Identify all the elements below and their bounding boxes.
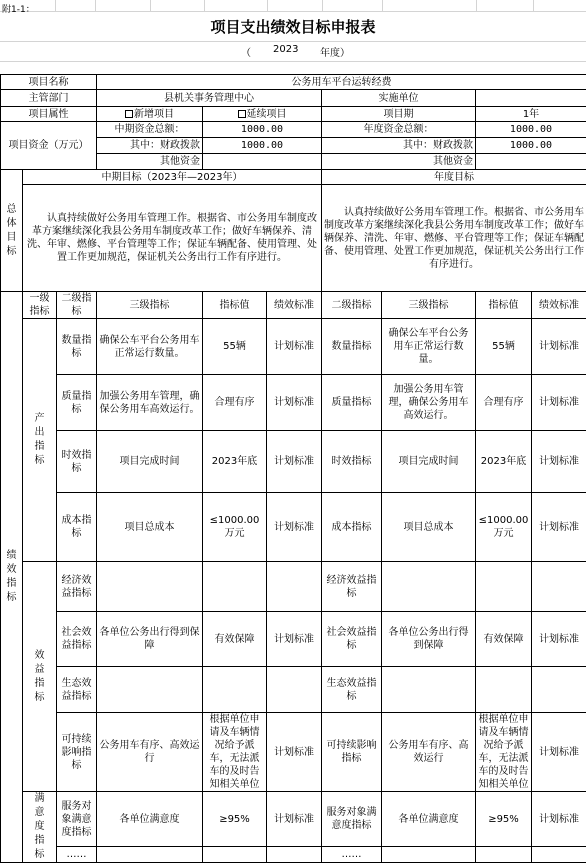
project-name-value: 公务用车平台运转经费: [97, 75, 586, 90]
indicator-value-year: [476, 667, 532, 713]
year-row: [0, 41, 586, 61]
row-goal-headers: [1, 170, 586, 185]
table-row: [1, 792, 586, 847]
table-row: [1, 847, 586, 863]
indicator-value-year: ≤1000.00万元: [476, 493, 532, 562]
indicator-standard: [267, 667, 322, 713]
header-standard: 绩效标准: [267, 292, 322, 319]
indicator-standard-year: 计划标准: [532, 612, 586, 667]
indicator-l2: 质量指标: [57, 375, 97, 431]
project-name-label: 项目名称: [1, 75, 97, 90]
period-label: 项目期: [322, 107, 476, 122]
row-project-name: [1, 75, 586, 90]
indicator-value-year: [476, 847, 532, 863]
indicator-value: 合理有序: [203, 375, 267, 431]
indicator-standard: 计划标准: [267, 375, 322, 431]
row-mid-total: [1, 122, 586, 138]
funds-label: 项目资金（万元）: [1, 122, 97, 170]
indicator-l3-year: [382, 667, 476, 713]
page-title: 项目支出绩效目标申报表: [210, 18, 376, 36]
indicator-l3-year: 加强公务用车管理，确保公务用车高效运行。: [382, 375, 476, 431]
header-level3-year: 三级指标: [382, 292, 476, 319]
indicator-standard-year: 计划标准: [532, 493, 586, 562]
attr-new-option[interactable]: [97, 107, 203, 122]
indicator-value-year: 合理有序: [476, 375, 532, 431]
indicator-value: [203, 847, 267, 863]
indicator-standard: [267, 847, 322, 863]
indicator-standard: 计划标准: [267, 792, 322, 847]
header-value-year: 指标值: [476, 292, 532, 319]
indicator-l3: 公务用车有序、高效运行: [97, 713, 203, 792]
table-row: [1, 493, 586, 562]
indicator-l2-year: 社会效益指标: [322, 612, 382, 667]
year-fiscal-label: 其中：财政拨款: [322, 138, 476, 154]
mid-fiscal-value: 1000.00: [203, 138, 322, 154]
row-department: [1, 90, 586, 107]
table-row: [1, 667, 586, 713]
indicator-l2: 生态效益指标: [57, 667, 97, 713]
mid-goal-text: 认真持续做好公务用车管理工作。根据省、市公务用车制度改革方案继续深化我县公务用车制度改革工作；做好车辆保养、清洗、年审、燃修、平台管理等工作；保证车辆配备、使用管理、处置工作更加规范，保证机关公务出行工作有序进行。: [23, 185, 322, 292]
indicator-l3: [97, 562, 203, 612]
indicator-standard: 计划标准: [267, 713, 322, 792]
indicator-standard: [267, 562, 322, 612]
goals-section-label: 总体目标: [1, 170, 23, 292]
indicator-value: [203, 667, 267, 713]
indicator-l2-year: 时效指标: [322, 431, 382, 493]
indicator-l3: 确保公车平台公务用车正常运行数量。: [97, 319, 203, 375]
checkbox-continue-icon[interactable]: [238, 110, 246, 118]
header-level1: 一级指标: [23, 292, 57, 319]
indicator-l3: 各单位满意度: [97, 792, 203, 847]
header-value: 指标值: [203, 292, 267, 319]
indicator-l3: [97, 847, 203, 863]
indicator-standard-year: 计划标准: [532, 375, 586, 431]
indicator-l3: 加强公务用车管理，确保公务用车高效运行。: [97, 375, 203, 431]
indicator-l3-year: 确保公车平台公务用车正常运行数量。: [382, 319, 476, 375]
dept-label: 主管部门: [1, 90, 97, 107]
indicator-l2-year: 数量指标: [322, 319, 382, 375]
year-total-label: 年度资金总额：: [322, 122, 476, 138]
indicator-l2: 时效指标: [57, 431, 97, 493]
indicator-l3-year: 公务用车有序、高效运行: [382, 713, 476, 792]
year-goal-text: 认真持续做好公务用车管理工作。根据省、市公务用车制度改革方案继续深化我县公务用车制度改革工作；做好车辆保养、清洗、年审、燃修、平台管理等工作；保证车辆配备、使用管理、处置工作更加规范，保证机关公务出行工作有序进行。: [322, 185, 586, 292]
performance-goal-table: [0, 74, 586, 863]
table-row: [1, 562, 586, 612]
indicator-l2-year: 生态效益指标: [322, 667, 382, 713]
indicator-standard: 计划标准: [267, 319, 322, 375]
indicator-standard-year: [532, 667, 586, 713]
indicator-value: ≥95%: [203, 792, 267, 847]
indicator-l2: ……: [57, 847, 97, 863]
table-row: [1, 319, 586, 375]
mid-total-label: 中期资金总额：: [97, 122, 203, 138]
indicator-l3-year: [382, 562, 476, 612]
indicator-l2: 社会效益指标: [57, 612, 97, 667]
indicator-value-year: 有效保障: [476, 612, 532, 667]
checkbox-new-icon[interactable]: [125, 110, 133, 118]
indicator-value: 2023年底: [203, 431, 267, 493]
output-indicators-label: 产出指标: [23, 319, 57, 562]
indicator-value: 55辆: [203, 319, 267, 375]
indicator-l2: 数量指标: [57, 319, 97, 375]
mid-goal-label: 中期目标（2023年—2023年）: [23, 170, 322, 185]
attr-new-label: 新增项目: [134, 108, 174, 120]
year-goal-label: 年度目标: [322, 170, 586, 185]
indicator-value-year: 2023年底: [476, 431, 532, 493]
year-fiscal-value: 1000.00: [476, 138, 586, 154]
table-row: [1, 612, 586, 667]
row-attribute: [1, 107, 586, 122]
indicator-standard: 计划标准: [267, 493, 322, 562]
mid-other-value: [203, 154, 322, 170]
indicator-standard-year: [532, 562, 586, 612]
year-other-value: [476, 154, 586, 170]
attr-label: 项目属性: [1, 107, 97, 122]
indicator-l2-year: 服务对象满意度指标: [322, 792, 382, 847]
indicator-value-year: ≥95%: [476, 792, 532, 847]
spreadsheet-gridlines: [0, 0, 586, 75]
header-level2-year: 二级指标: [322, 292, 382, 319]
indicator-standard-year: 计划标准: [532, 431, 586, 493]
attr-cont-label: 延续项目: [246, 108, 287, 120]
indicator-standard: 计划标准: [267, 612, 322, 667]
attr-cont-option[interactable]: [203, 107, 322, 122]
indicator-standard: 计划标准: [267, 431, 322, 493]
indicator-l3-year: 各单位公务出行得到保障: [382, 612, 476, 667]
satisfaction-indicators-label: 满意度指标: [23, 792, 57, 863]
indicator-value: ≤1000.00万元: [203, 493, 267, 562]
year-other-label: 其他资金: [322, 154, 476, 170]
year-open-paren: （: [241, 48, 251, 59]
row-indicator-headers: [1, 292, 586, 319]
year-value: 2023: [273, 44, 299, 55]
table-row: [1, 713, 586, 792]
indicator-l3: 项目总成本: [97, 493, 203, 562]
table-row: [1, 431, 586, 493]
indicators-section-label: 绩效指标: [1, 292, 23, 863]
impl-value: [476, 90, 586, 107]
indicator-value-year: 55辆: [476, 319, 532, 375]
indicator-l2: 可持续影响指标: [57, 713, 97, 792]
indicator-standard-year: [532, 847, 586, 863]
indicator-value: [203, 562, 267, 612]
dept-value: 县机关事务管理中心: [97, 90, 322, 107]
indicator-standard-year: 计划标准: [532, 319, 586, 375]
indicator-l2: 服务对象满意度指标: [57, 792, 97, 847]
indicator-l3: 项目完成时间: [97, 431, 203, 493]
row-goal-text: [1, 185, 586, 292]
indicator-l3-year: 项目完成时间: [382, 431, 476, 493]
indicator-value-year: 根据单位申请及车辆情况给予派车，无法派车的及时告知相关单位: [476, 713, 532, 792]
indicator-l3-year: 各单位满意度: [382, 792, 476, 847]
indicator-l2-year: 经济效益指标: [322, 562, 382, 612]
indicator-l2-year: ……: [322, 847, 382, 863]
header-level3: 三级指标: [97, 292, 203, 319]
mid-fiscal-label: 其中：财政拨款: [97, 138, 203, 154]
effect-indicators-label: 效益指标: [23, 562, 57, 792]
indicator-value: 有效保障: [203, 612, 267, 667]
indicator-l2-year: 成本指标: [322, 493, 382, 562]
mid-other-label: 其他资金: [97, 154, 203, 170]
table-row: [1, 375, 586, 431]
indicator-value-year: [476, 562, 532, 612]
year-total-value: 1000.00: [476, 122, 586, 138]
period-value: 1年: [476, 107, 586, 122]
indicator-l2: 经济效益指标: [57, 562, 97, 612]
indicator-l3: [97, 667, 203, 713]
header-level2: 二级指标: [57, 292, 97, 319]
mid-total-value: 1000.00: [203, 122, 322, 138]
indicator-l2-year: 质量指标: [322, 375, 382, 431]
indicator-standard-year: 计划标准: [532, 713, 586, 792]
impl-label: 实施单位: [322, 90, 476, 107]
indicator-standard-year: 计划标准: [532, 792, 586, 847]
indicator-l3-year: 项目总成本: [382, 493, 476, 562]
indicator-l2: 成本指标: [57, 493, 97, 562]
indicator-l2-year: 可持续影响指标: [322, 713, 382, 792]
header-standard-year: 绩效标准: [532, 292, 586, 319]
indicator-value: 根据单位申请及车辆情况给予派车，无法派车的及时告知相关单位: [203, 713, 267, 792]
year-suffix: 年度）: [320, 48, 350, 59]
indicator-l3: 各单位公务出行得到保障: [97, 612, 203, 667]
attachment-label: 附1-1：: [2, 5, 35, 15]
indicator-l3-year: [382, 847, 476, 863]
